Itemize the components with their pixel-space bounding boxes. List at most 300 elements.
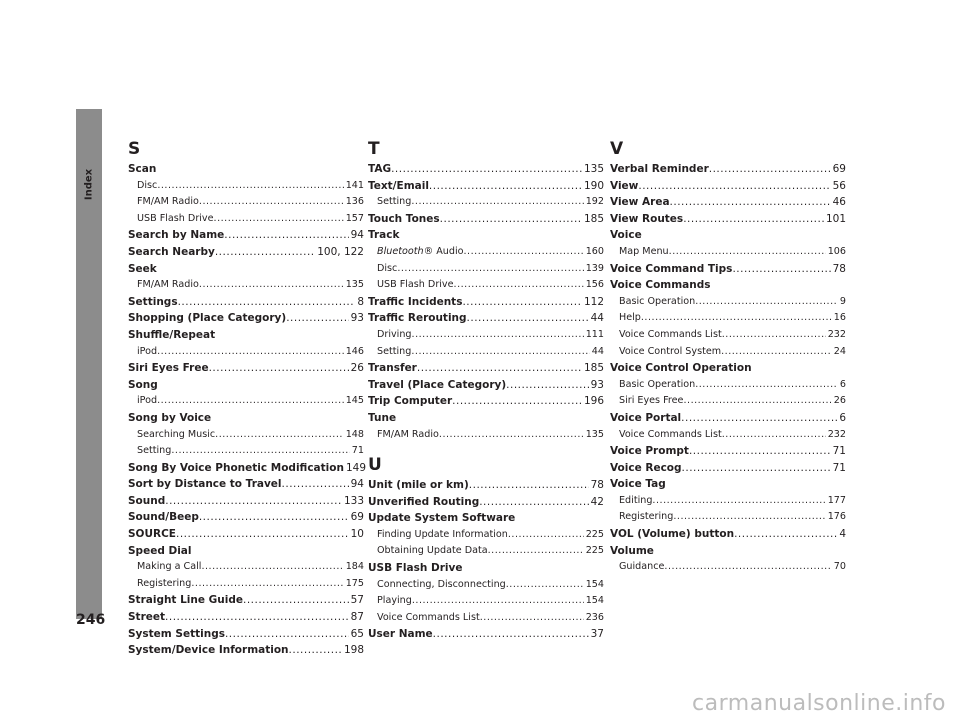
dot-leader [199,509,349,526]
entry-term: VOL (Volume) button [610,528,735,541]
entry-page-number: 232 [827,428,846,440]
entry-term: User Name [368,628,433,641]
dot-leader [480,610,584,627]
index-side-tab [76,109,102,619]
dot-leader [683,211,824,228]
entry-page-number: 42 [590,495,604,508]
index-entry[interactable] [128,460,364,477]
index-entry[interactable] [128,592,364,609]
index-subentry[interactable] [368,610,604,627]
dot-leader [191,576,343,593]
dot-leader [215,244,315,261]
entry-term: SOURCE [128,528,176,541]
entry-page-number: 9 [839,295,846,307]
section-letter: T [368,139,380,159]
index-entry[interactable] [128,294,364,311]
entry-term: Disc [377,262,398,274]
entry-page-number: 232 [827,328,846,340]
entry-term: Voice Commands List [619,328,722,340]
dot-leader [433,626,589,643]
index-entry[interactable] [610,161,846,178]
dot-leader [199,194,344,211]
dot-leader [638,178,830,195]
entry-term: USB Flash Drive [368,562,463,575]
index-column-1 [128,137,364,659]
entry-page-number: 145 [345,395,364,407]
entry-page-number: 146 [345,345,364,357]
entry-page-number: 46 [832,196,846,209]
entry-page-number: 225 [585,545,604,557]
entry-page-number: 135 [345,279,364,291]
entry-term: Siri Eyes Free [619,395,684,407]
entry-page-number: 100, 122 [317,245,364,258]
index-subentry[interactable] [610,244,846,261]
dot-leader [282,476,349,493]
entry-term: System/Device Information [128,644,289,657]
entry-term: Setting [377,196,412,208]
index-subentry[interactable] [368,327,604,344]
entry-page-number: 184 [345,561,364,573]
entry-term: Basic Operation [619,295,696,307]
entry-term: Song by Voice [128,411,212,424]
dot-leader [734,526,837,543]
entry-page-number: 26 [833,395,846,407]
entry-page-number: 192 [585,196,604,208]
entry-term: Searching Music [137,428,216,440]
index-subentry[interactable] [128,277,364,294]
entry-page-number: 177 [827,494,846,506]
entry-page-number: 185 [583,212,604,225]
index-subentry[interactable] [128,211,364,228]
entry-page-number: 141 [345,179,364,191]
entry-term: Song [128,378,158,391]
index-subentry[interactable] [128,344,364,361]
entry-page-number: 93 [590,378,604,391]
entry-page-number: 65 [350,627,364,640]
entry-term: Help [619,312,641,324]
entry-page-number: 198 [343,644,364,657]
entry-page-number: 156 [585,279,604,291]
entry-term: Voice Commands [610,279,711,292]
index-entry[interactable] [368,377,604,394]
entry-term: Search Nearby [128,245,215,258]
entry-page-number: 10 [350,528,364,541]
index-entry[interactable] [128,261,364,278]
index-subentry[interactable] [610,493,846,510]
entry-term: Track [368,229,400,242]
entry-term: Traffic Rerouting [368,312,467,325]
entry-page-number: 78 [590,479,604,492]
dot-leader [681,410,837,427]
entry-term: Settings [128,295,178,308]
entry-term: Sound [128,494,166,507]
entry-page-number: 71 [832,445,846,458]
index-entry[interactable] [368,477,604,494]
entry-page-number: 26 [350,362,364,375]
index-entry[interactable] [128,227,364,244]
entry-term: USB Flash Drive [137,212,214,224]
dot-leader [171,443,349,460]
index-subentry[interactable] [128,393,364,410]
index-entry[interactable] [610,443,846,460]
index-subentry[interactable] [368,344,604,361]
entry-term: View [610,179,639,192]
index-subentry[interactable] [368,194,604,211]
dot-leader [641,310,832,327]
entry-term: Song By Voice Phonetic Modification [128,461,344,474]
entry-page-number: 111 [585,328,604,340]
dot-leader [225,626,349,643]
entry-term: FM/AM Radio [137,196,199,208]
entry-term: Transfer [368,362,417,375]
entry-term: Shuffle/Repeat [128,328,216,341]
entry-page-number: 154 [585,595,604,607]
entry-page-number: 136 [345,196,364,208]
dot-leader [289,642,342,659]
entry-term: iPod [137,395,158,407]
index-entry[interactable] [128,244,364,261]
entry-page-number: 106 [827,245,846,257]
dot-leader [669,244,826,261]
entry-term: Registering [619,511,674,523]
entry-term: Traffic Incidents [368,295,463,308]
entry-term: Obtaining Update Data [377,545,488,557]
dot-leader [452,393,582,410]
index-subentry[interactable] [368,593,604,610]
index-column-3 [610,137,846,576]
entry-term: Voice Prompt [610,445,689,458]
entry-page-number: 139 [585,262,604,274]
dot-leader [467,310,589,327]
entry-page-number: 57 [350,594,364,607]
index-entry[interactable] [128,526,364,543]
dot-leader [439,427,584,444]
index-subentry[interactable] [610,377,846,394]
entry-term: Volume [610,544,654,557]
entry-term: Siri Eyes Free [128,362,209,375]
entry-term: USB Flash Drive [377,279,454,291]
index-tab-label: Index [83,168,95,201]
entry-page-number: 175 [345,577,364,589]
entry-term: Scan [128,163,157,175]
index-entry[interactable] [610,178,846,195]
entry-term: Voice Control System [619,345,722,357]
index-entry[interactable] [610,227,846,244]
index-entry[interactable] [610,261,846,278]
index-entry[interactable] [368,560,604,577]
index-subentry[interactable] [610,294,846,311]
dot-leader [732,261,830,278]
index-entry[interactable] [610,460,846,477]
entry-page-number: 6 [839,411,846,424]
index-entry[interactable] [128,642,364,659]
dot-leader [209,360,349,377]
index-entry[interactable] [128,410,364,427]
index-subentry[interactable] [128,178,364,195]
entry-page-number: 78 [832,262,846,275]
index-entry[interactable] [610,476,846,493]
dot-leader [506,377,588,394]
entry-page-number: 16 [833,312,846,324]
dot-leader [224,227,348,244]
entry-term: Unverified Routing [368,495,480,508]
index-column-2 [368,137,604,643]
index-entry[interactable] [368,161,604,178]
dot-leader [695,294,838,311]
entry-term: iPod [137,345,158,357]
index-entry[interactable] [128,310,364,327]
entry-page-number: 196 [583,395,604,408]
entry-page-number: 160 [585,245,604,257]
index-entry[interactable] [368,410,604,427]
entry-term: Tune [368,411,397,424]
entry-term: Voice Recog [610,461,682,474]
entry-term: Seek [128,262,157,275]
dot-leader [682,460,831,477]
entry-term: View Area [610,196,670,209]
dot-leader [722,427,826,444]
dot-leader [709,161,831,178]
page-number: 246 [76,612,106,628]
entry-term: Street [128,611,166,624]
dot-leader [411,344,589,361]
entry-term: Voice Commands List [377,611,480,623]
entry-term: Editing [619,494,653,506]
index-entry[interactable] [610,194,846,211]
entry-page-number: 94 [350,478,364,491]
entry-page-number: 154 [585,578,604,590]
entry-page-number: 69 [350,511,364,524]
entry-term: Voice Commands List [619,428,722,440]
dot-leader [391,161,582,178]
dot-leader [243,592,349,609]
entry-term: Map Menu [619,245,669,257]
index-entry[interactable] [128,476,364,493]
entry-page-number: 236 [585,611,604,623]
dot-leader [201,559,343,576]
entry-term: Shopping (Place Category) [128,312,287,325]
index-entry[interactable] [128,626,364,643]
entry-term: Voice Portal [610,411,682,424]
entry-term: Search by Name [128,229,225,242]
dot-leader [412,327,584,344]
index-subentry[interactable] [368,277,604,294]
index-subentry[interactable] [610,559,846,576]
dot-leader [508,527,584,544]
entry-term: FM/AM Radio [377,428,439,440]
dot-leader [157,393,344,410]
entry-page-number: 149 [345,461,366,474]
entry-term: Connecting, Disconnecting [377,578,506,590]
dot-leader [157,178,343,195]
entry-page-number: 24 [833,345,846,357]
dot-leader [397,261,583,278]
entry-page-number: 44 [591,345,604,357]
index-entry[interactable] [368,360,604,377]
index-entry[interactable] [368,626,604,643]
entry-term: Straight Line Guide [128,594,243,607]
index-entry[interactable] [128,377,364,394]
index-subentry[interactable] [610,310,846,327]
dot-leader [440,211,582,228]
index-subentry[interactable] [368,527,604,544]
dot-leader [469,477,589,494]
entry-term: Speed Dial [128,544,192,557]
dot-leader [199,277,344,294]
index-entry[interactable] [368,510,604,527]
entry-term: Text/Email [368,179,429,192]
entry-page-number: 148 [345,428,364,440]
index-entry[interactable] [128,543,364,560]
dot-leader [286,310,348,327]
entry-term: Finding Update Information [377,528,508,540]
index-entry[interactable] [368,178,604,195]
entry-page-number: 185 [583,362,604,375]
entry-term: Travel (Place Category) [368,378,507,391]
entry-term: Registering [137,577,192,589]
dot-leader [429,178,582,195]
entry-term: Unit (mile or km) [368,479,469,492]
watermark: carmanualsonline.info [692,691,946,716]
dot-leader [157,344,344,361]
dot-leader [695,377,838,394]
index-subentry[interactable] [368,244,604,261]
entry-page-number: 157 [345,212,364,224]
entry-term: Basic Operation [619,378,696,390]
index-subentry[interactable] [610,509,846,526]
index-subentry[interactable] [368,427,604,444]
dot-leader [664,559,831,576]
index-subentry[interactable] [128,194,364,211]
dot-leader [464,244,584,261]
entry-page-number: 190 [583,179,604,192]
entry-term: Update System Software [368,512,516,525]
index-entry[interactable] [368,494,604,511]
dot-leader [488,543,584,560]
dot-leader [506,577,584,594]
entry-term: Voice Command Tips [610,262,733,275]
entry-page-number: 44 [590,312,604,325]
entry-term: Disc [137,179,158,191]
dot-leader [417,360,582,377]
entry-page-number: 112 [583,295,604,308]
dot-leader [689,443,831,460]
entry-page-number: 176 [827,511,846,523]
index-subentry[interactable] [128,443,364,460]
index-subentry[interactable] [128,427,364,444]
index-subentry[interactable] [610,427,846,444]
index-subentry[interactable] [368,577,604,594]
entry-page-number: 37 [590,628,604,641]
entry-term: Sort by Distance to Travel [128,478,282,491]
index-entry[interactable] [128,609,364,626]
dot-leader [683,393,831,410]
index-subentry[interactable] [128,576,364,593]
dot-leader [411,194,583,211]
index-entry[interactable] [128,161,364,178]
entry-page-number: 56 [832,179,846,192]
section-letter: U [368,455,382,476]
dot-leader [673,509,825,526]
dot-leader [215,427,344,444]
index-entry[interactable] [128,360,364,377]
index-entry[interactable] [368,310,604,327]
entry-page-number: 225 [585,528,604,540]
entry-page-number: 135 [583,163,604,175]
index-subentry[interactable] [368,261,604,278]
entry-term: Voice Tag [610,478,666,491]
entry-page-number: 93 [350,312,364,325]
index-subentry[interactable] [610,344,846,361]
entry-term: Touch Tones [368,212,440,225]
entry-term: Sound/Beep [128,511,199,524]
dot-leader [462,294,582,311]
dot-leader [670,194,831,211]
index-subentry[interactable] [610,327,846,344]
entry-page-number: 6 [839,378,846,390]
entry-page-number: 135 [585,428,604,440]
index-entry[interactable] [610,526,846,543]
dot-leader [454,277,584,294]
index-subentry[interactable] [610,393,846,410]
entry-term: Playing [377,595,412,607]
dot-leader [165,609,349,626]
index-entry[interactable] [610,543,846,560]
dot-leader [165,493,342,510]
entry-term: System Settings [128,627,225,640]
entry-term: Voice Control Operation [610,362,752,375]
entry-term: FM/AM Radio [137,279,199,291]
entry-page-number: 8 [357,295,364,308]
entry-term: Making a Call [137,561,202,573]
dot-leader [214,211,344,228]
entry-page-number: 71 [351,445,364,457]
index-entry[interactable] [610,410,846,427]
entry-page-number: 70 [833,561,846,573]
entry-term: Setting [377,345,412,357]
dot-leader [721,344,832,361]
entry-term: Verbal Reminder [610,163,709,175]
index-entry[interactable] [610,277,846,294]
entry-page-number: 94 [350,229,364,242]
dot-leader [479,494,588,511]
dot-leader [178,294,356,311]
index-subentry[interactable] [368,543,604,560]
index-entry[interactable] [128,509,364,526]
index-entry[interactable] [610,211,846,228]
entry-term: View Routes [610,212,684,225]
index-entry[interactable] [368,294,604,311]
entry-term: Setting [137,445,172,457]
index-entry[interactable] [128,493,364,510]
index-entry[interactable] [368,227,604,244]
entry-term: TAG [368,163,392,175]
entry-term: Voice [610,229,642,242]
index-entry[interactable] [128,327,364,344]
entry-page-number: 69 [832,163,846,175]
index-subentry[interactable] [128,559,364,576]
entry-page-number: 4 [839,528,846,541]
entry-term: Driving [377,328,412,340]
entry-page-number: 87 [350,611,364,624]
dot-leader [652,493,825,510]
index-entry[interactable] [368,393,604,410]
dot-leader [412,593,584,610]
dot-leader [722,327,826,344]
index-entry[interactable] [610,360,846,377]
index-entry[interactable] [368,211,604,228]
section-letter: S [128,139,141,159]
